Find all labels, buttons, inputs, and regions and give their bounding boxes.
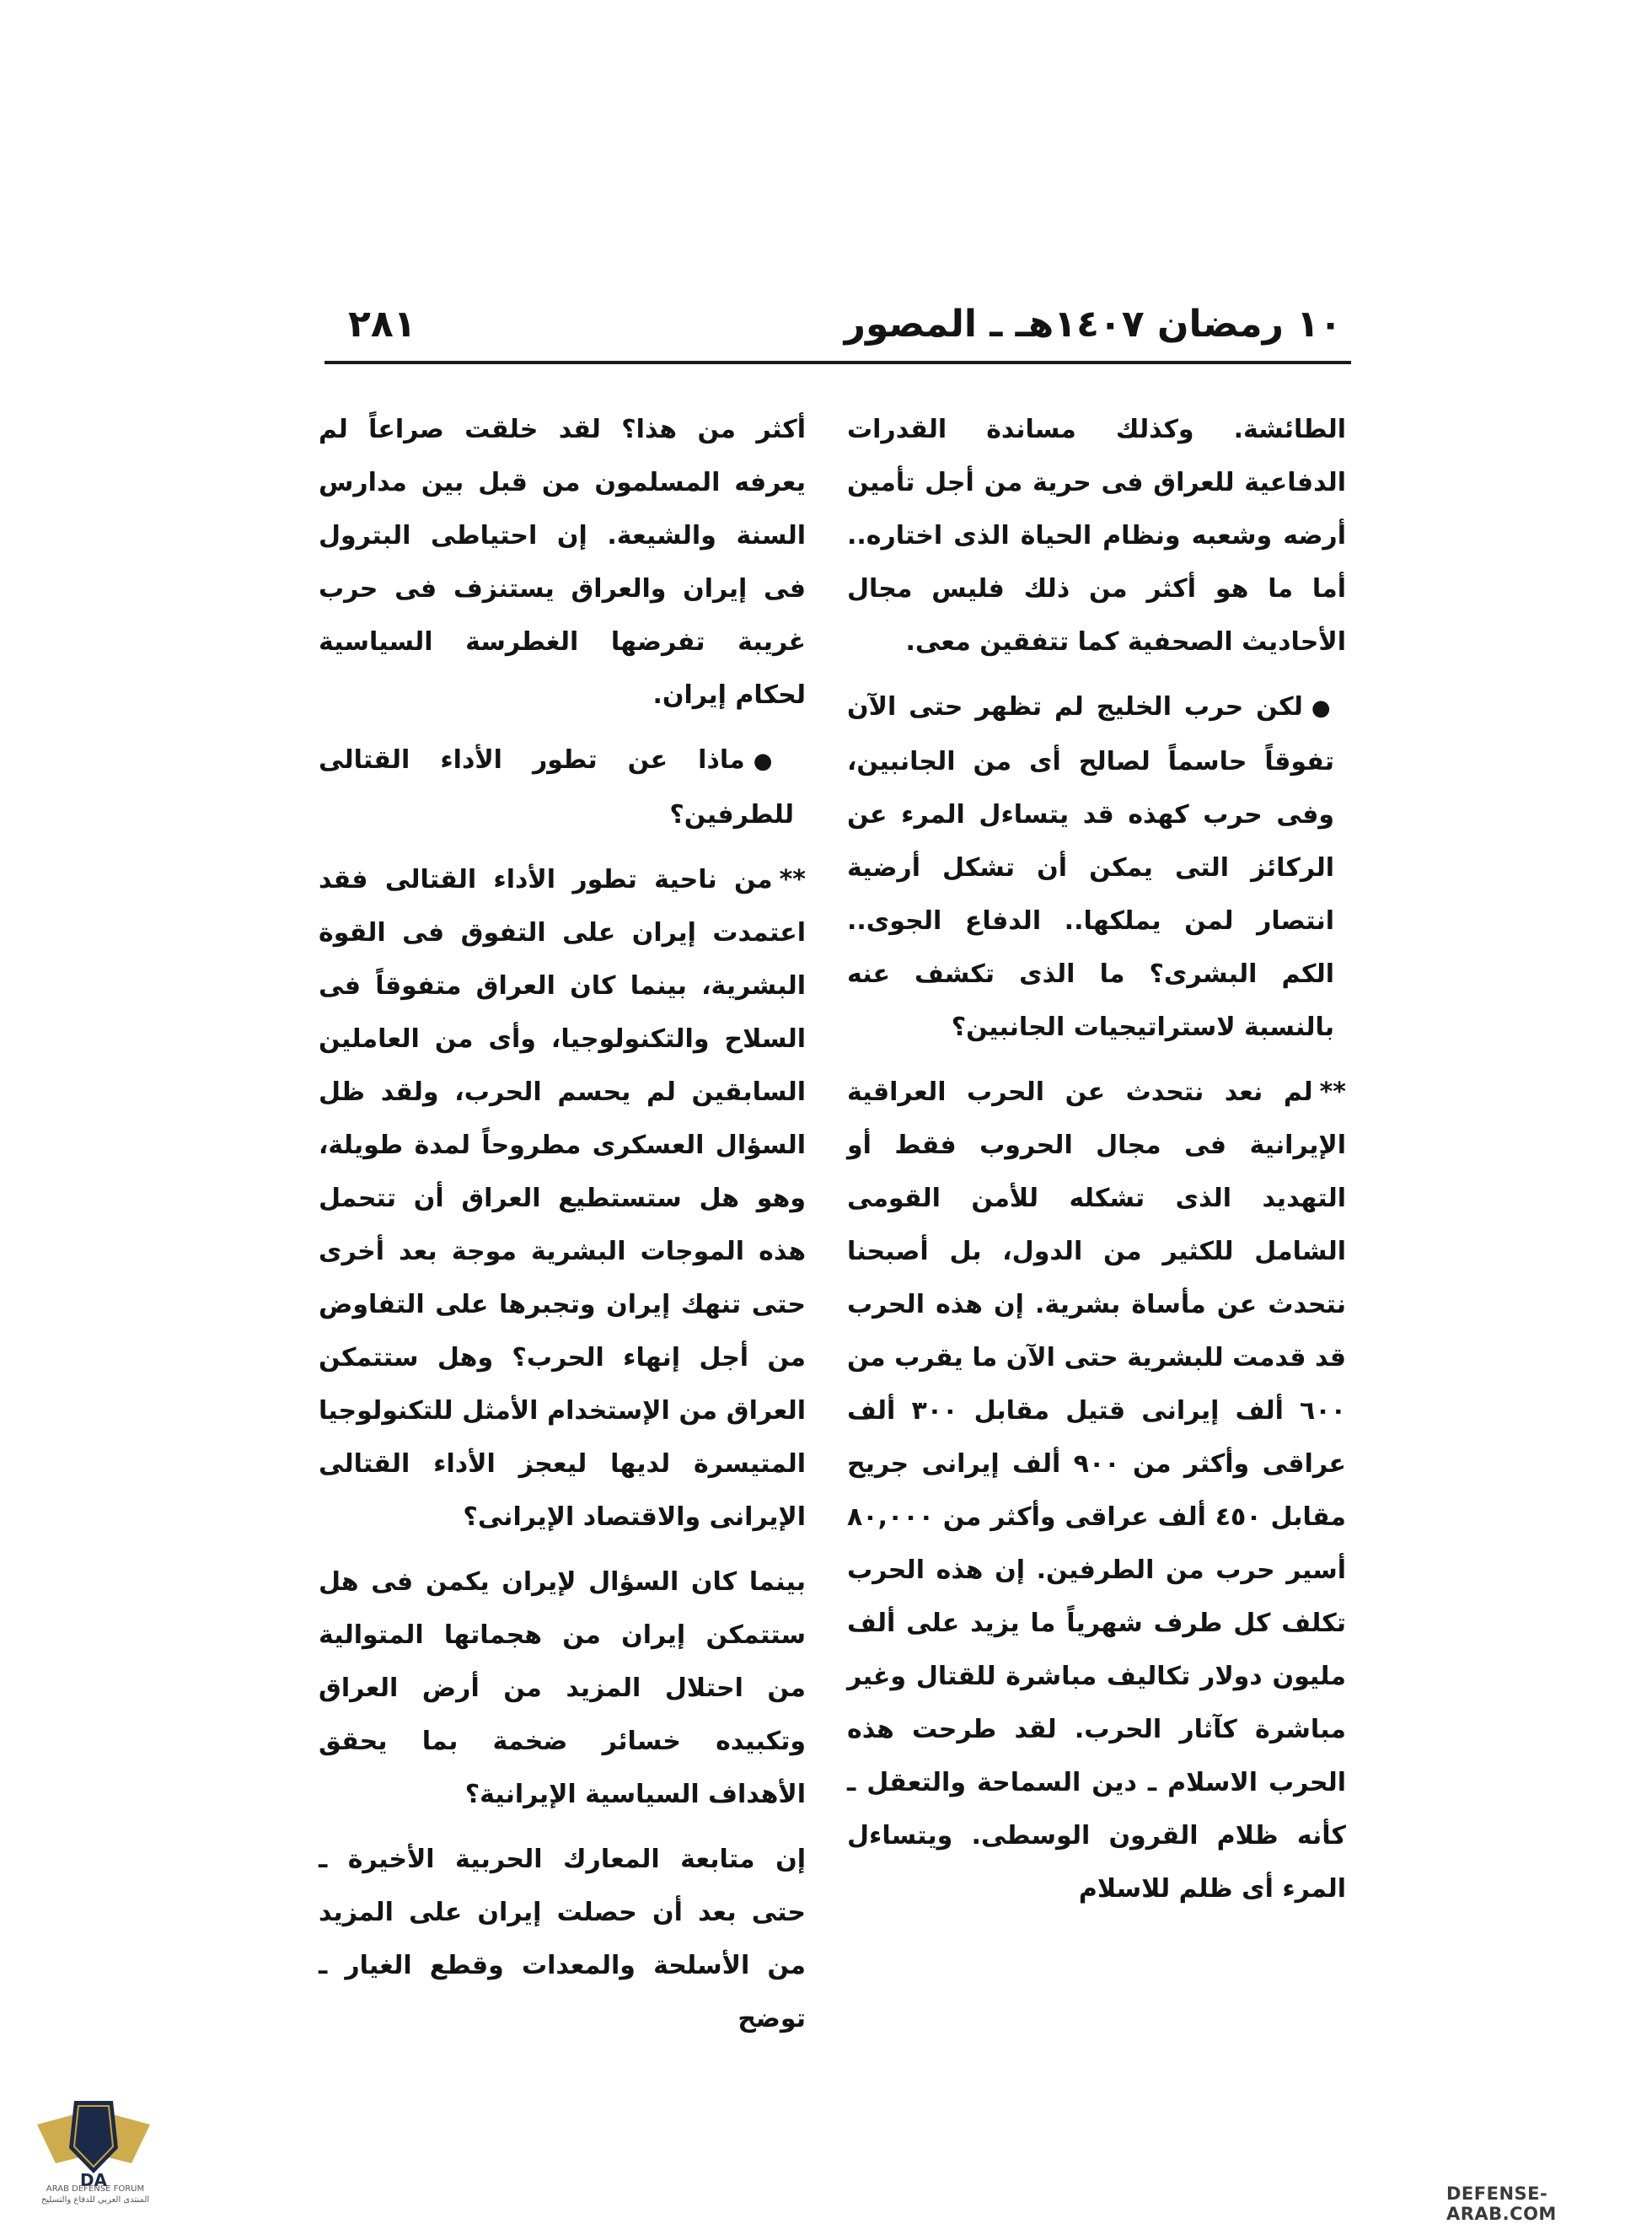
- logo-caption-arabic: المنتدى العربي للدفاع والتسليح: [40, 2195, 150, 2205]
- question-text: ماذا عن تطور الأداء القتالى للطرفين؟: [319, 745, 794, 830]
- paragraph: [319, 1833, 806, 2045]
- interview-answer: [319, 853, 806, 1544]
- logo-caption: [32, 2184, 158, 2205]
- paragraph-text: أكثر من هذا؟ لقد خلقت صراعاً لم يعرفه المسلمون من قبل بين مدارس السنة والشيعة. إن احتياطى البترول فى إيران والعراق يستنزف فى حرب غريبة تفرضها الغطرسة السياسية لحكام إيران.: [319, 415, 806, 710]
- answer-marker: **: [1319, 1077, 1346, 1107]
- answer-marker: **: [779, 865, 806, 894]
- bullet-marker: ●: [1311, 696, 1335, 721]
- interview-question: [319, 733, 806, 841]
- site-watermark: DEFENSE-ARAB.COM: [1446, 2184, 1557, 2224]
- running-header: [333, 295, 1349, 363]
- logo-initials: DA: [79, 2170, 108, 2190]
- paragraph: [319, 403, 806, 722]
- paragraph: [847, 403, 1346, 669]
- question-text: لكن حرب الخليج لم تظهر حتى الآن تفوقاً حاسماً لصالح أى من الجانبين، وفى حرب كهذه قد يتساءل المرء عن الركائز التى يمكن أن تشكل أرضية انتصار لمن يملكها.. الدفاع الجوى.. الكم البشرى؟ ما الذى تكشف عنه بالنسبة لاستراتيجيات الجانبين؟: [847, 692, 1334, 1042]
- page-number: ٢٨١: [348, 303, 416, 346]
- paragraph: [319, 1555, 806, 1821]
- interview-question: [847, 680, 1346, 1054]
- header-title: ١٠ رمضان ١٤٠٧هـ ـ المصور: [844, 303, 1342, 346]
- header-rule: [324, 361, 1351, 364]
- bullet-marker: ●: [753, 749, 794, 774]
- left-column: [319, 403, 806, 2045]
- paragraph-text: بينما كان السؤال لإيران يكمن فى هل ستتمكن إيران من هجماتها المتوالية من احتلال المزيد من أرض العراق وتكبيده خسائر ضخمة بما يحقق الأهداف السياسية الإيرانية؟: [319, 1567, 806, 1809]
- answer-text: من ناحية تطور الأداء القتالى فقد اعتمدت إيران على التفوق فى القوة البشرية، بينما كان العراق متفوقاً فى السلاح والتكنولوجيا، وأى من العاملين السابقين لم يحسم الحرب، ولقد ظل السؤال العسكرى مطروحاً لمدة طويلة، وهو هل ستستطيع العراق أن تتحمل هذه الموجات البشرية موجة بعد أخرى حتى تنهك إيران وتجبرها على التفاوض من أجل إنهاء الحرب؟ وهل ستتمكن العراق من الإستخدام الأمثل للتكنولوجيا المتيسرة لديها ليعجز الأداء القتالى الإيرانى والاقتصاد الإيرانى؟: [319, 865, 806, 1532]
- logo-caption-english: ARAB DEFENSE FORUM: [46, 2184, 145, 2194]
- right-column: [847, 403, 1346, 1915]
- paragraph-text: إن متابعة المعارك الحربية الأخيرة ـ حتى بعد أن حصلت إيران على المزيد من الأسلحة والمعدات وقطع الغيار ـ توضح: [319, 1845, 806, 2033]
- paragraph-text: الطائشة. وكذلك مساندة القدرات الدفاعية للعراق فى حرية من أجل تأمين أرضه وشعبه ونظام الحياة الذى اختاره.. أما ما هو أكثر من ذلك فليس مجال الأحاديث الصحفية كما تتفقين معى.: [847, 415, 1346, 657]
- interview-answer: [847, 1066, 1346, 1915]
- answer-text: لم نعد نتحدث عن الحرب العراقية الإيرانية فى مجال الحروب فقط أو التهديد الذى تشكله للأمن القومى الشامل للكثير من الدول، بل أصبحنا نتحدث عن مأساة بشرية. إن هذه الحرب قد قدمت للبشرية حتى الآن ما يقرب من ٦٠٠ ألف إيرانى قتيل مقابل ٣٠٠ ألف عراقى وأكثر من ٩٠٠ ألف إيرانى جريح مقابل ٤٥٠ ألف عراقى وأكثر من ٨٠,٠٠٠ أسير حرب من الطرفين. إن هذه الحرب تكلف كل طرف شهرياً ما يزيد على ألف مليون دولار تكاليف مباشرة للقتال وغير مباشرة كآثار الحرب. لقد طرحت هذه الحرب الاسلام ـ دين السماحة والتعقل ـ كأنه ظلام القرون الوسطى. ويتساءل المرء أى ظلم للاسلام: [847, 1077, 1347, 1904]
